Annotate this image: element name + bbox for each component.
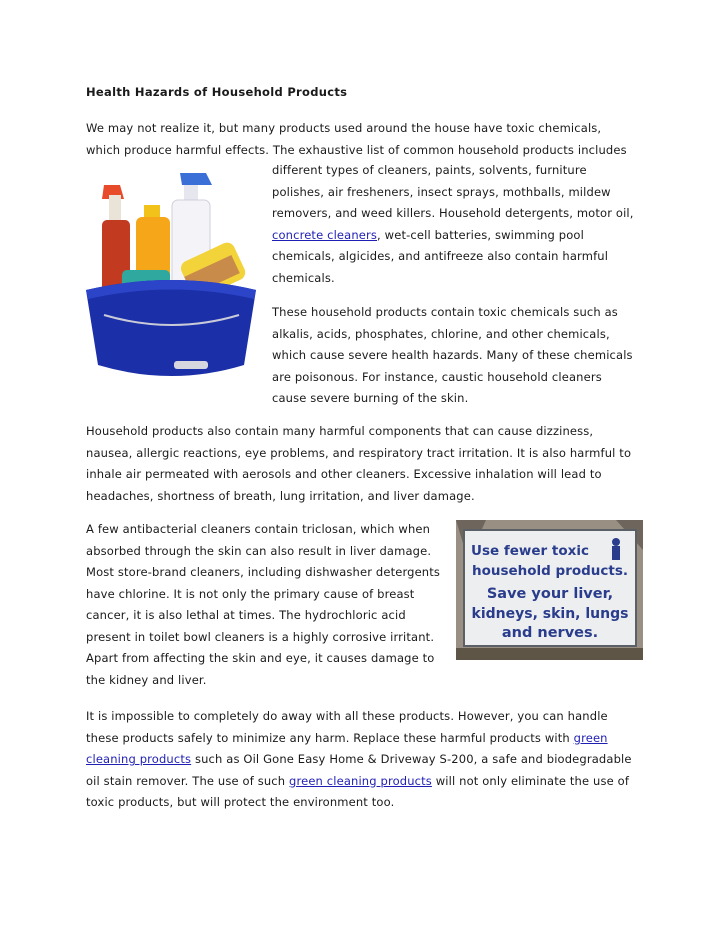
text-line: inhale air permeated with aerosols and other cleaners. Excessive inhalation will lead to [86, 467, 602, 481]
paragraph-4 [86, 519, 440, 691]
text-line: alkalis, acids, phosphates, chlorine, and other chemicals, [272, 326, 610, 341]
text-line: chemicals. [272, 270, 335, 285]
text-line: the kidney and liver. [86, 672, 207, 687]
sign-line-4: kidneys, skin, lungs [471, 606, 629, 622]
text-line [272, 225, 634, 247]
text-line: We may not realize it, but many products used around the house have toxic chemicals, [86, 121, 602, 135]
sign-line-3: Save your liver, [486, 586, 614, 602]
sign-line-5: and nerves. [501, 625, 599, 641]
text-line: are poisonous. For instance, caustic household cleaners [272, 369, 602, 384]
text-line: chemicals, algicides, and antifreeze also contain harmful [272, 249, 609, 263]
text-line: have chlorine. It is not only the primary cause of breast [86, 586, 415, 601]
text-span: these products safely to minimize any harm. Replace these harmful products with [86, 730, 574, 745]
text-span: such as Oil Gone Easy Home & Driveway S-200, a safe and biodegradable [191, 752, 632, 766]
cleaning-bucket-image [84, 165, 260, 383]
text-line: Apart from affecting the skin and eye, it causes damage to [86, 651, 435, 665]
text-line: These household products contain toxic chemicals such as [272, 305, 618, 319]
text-line [86, 749, 632, 771]
text-line: nausea, allergic reactions, eye problems, and respiratory tract irritation. It is also harmful to [86, 445, 632, 460]
right-column-paragraph-1 [272, 160, 634, 289]
sign-line-1: Use fewer toxic [471, 543, 589, 559]
text-line: Most store-brand cleaners, including dishwasher detergents [86, 565, 441, 579]
text-line: removers, and weed killers. Household detergents, motor oil, [272, 206, 634, 220]
text-line: Household products also contain many harmful components that can cause dizziness, [86, 424, 594, 438]
paragraph-3 [86, 421, 631, 507]
text-line: A few antibacterial cleaners contain triclosan, which when [86, 522, 431, 536]
warning-sign-image [456, 520, 643, 660]
page-title: Health Hazards of Household Products [86, 85, 348, 99]
text-line: cause severe burning of the skin. [272, 391, 469, 405]
text-line [86, 728, 632, 750]
paragraph-5 [86, 706, 632, 814]
text-line: headaches, shortness of breath, lung irritation, and liver damage. [86, 488, 475, 503]
text-line: It is impossible to completely do away with all these products. However, you can handle [86, 709, 608, 723]
right-column-paragraph-2 [272, 302, 633, 410]
text-line [86, 771, 632, 793]
text-line: present in toilet bowl cleaners is a highly corrosive irritant. [86, 629, 435, 644]
sign-line-2: household products. [471, 563, 629, 579]
green-cleaning-products-link-2[interactable]: green cleaning products [289, 773, 432, 788]
intro-paragraph [86, 118, 627, 161]
text-line: cancer, it is also lethal at times. The hydrochloric acid [86, 608, 406, 622]
text-line: absorbed through the skin can also result in liver damage. [86, 543, 432, 558]
green-cleaning-products-link-1b[interactable]: cleaning products [86, 752, 192, 766]
green-cleaning-products-link-1a[interactable]: green [573, 730, 608, 745]
text-line: polishes, air fresheners, insect sprays, mothballs, mildew [272, 184, 611, 199]
text-line: which cause severe health hazards. Many of these chemicals [272, 348, 633, 362]
text-span: will not only eliminate the use of [431, 773, 630, 788]
text-span: , wet-cell batteries, swimming pool [377, 227, 584, 242]
concrete-cleaners-link[interactable]: concrete cleaners [272, 227, 378, 242]
text-line: different types of cleaners, paints, solvents, furniture [272, 163, 587, 177]
text-line: which produce harmful effects. The exhaustive list of common household products includes [86, 142, 627, 157]
text-line: toxic products, but will protect the environment too. [86, 795, 395, 809]
text-span: oil stain remover. The use of such [86, 773, 290, 788]
